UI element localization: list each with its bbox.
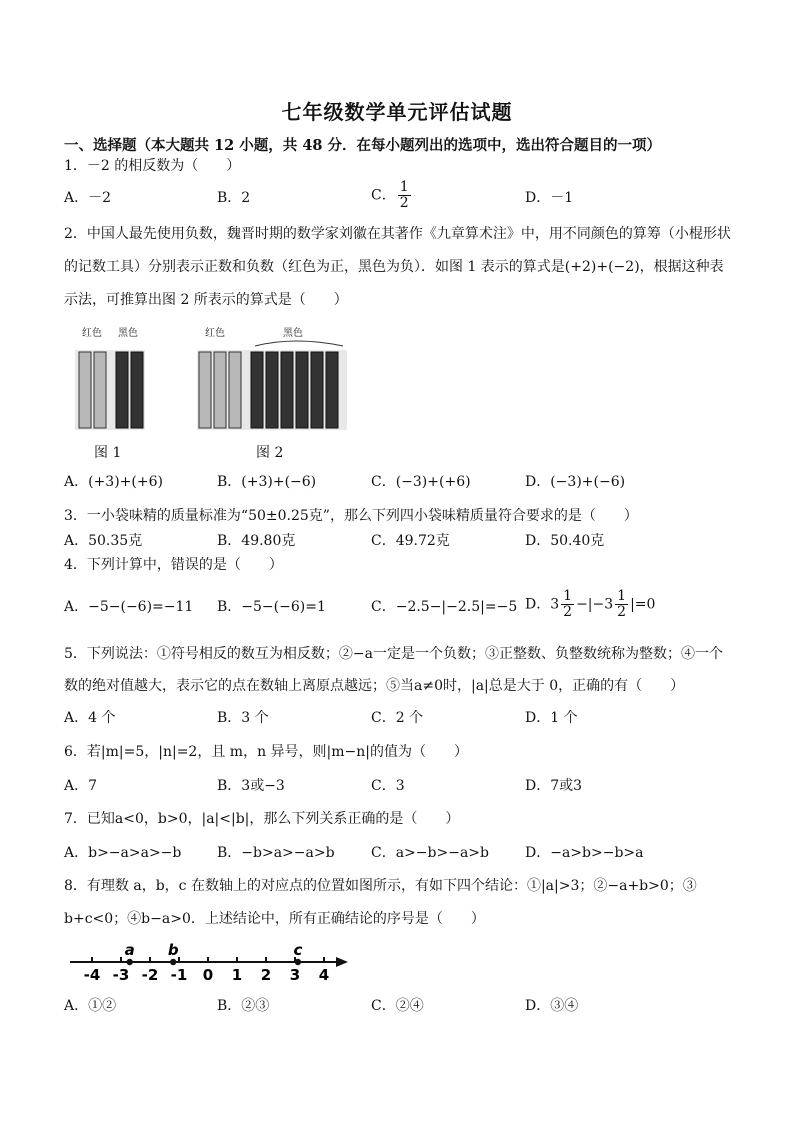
tick-label: 0 bbox=[202, 966, 214, 984]
question-2-line-3: 示法，可推算出图 2 所表示的算式是（ ） bbox=[64, 292, 348, 308]
arrow-right-icon bbox=[336, 957, 348, 967]
question-7-stem: 7．已知a<0，b>0，|a|<|b|，那么下列关系正确的是（ ） bbox=[64, 811, 460, 827]
q8-option-a: A．①② bbox=[64, 998, 117, 1014]
point-c bbox=[295, 959, 301, 965]
fraction: $\frac{1}{2}$ bbox=[617, 588, 627, 620]
q1-option-a: A．－2 bbox=[64, 190, 112, 206]
brace bbox=[255, 341, 343, 346]
q3-option-a: A．50.35克 bbox=[64, 533, 143, 549]
fig1-caption: 图 1 bbox=[94, 445, 122, 461]
point-label: c bbox=[293, 941, 303, 959]
q5-option-b: B．3 个 bbox=[217, 710, 269, 726]
q2-option-c: C．(−3)+(+6) bbox=[371, 474, 471, 490]
q7-option-b: B．−b>a>−a>b bbox=[217, 845, 335, 861]
red-rod bbox=[214, 352, 226, 428]
point-label: b bbox=[167, 941, 179, 959]
red-rod bbox=[94, 352, 106, 428]
q5-option-a: A．4 个 bbox=[64, 710, 116, 726]
q3-option-d: D．50.40克 bbox=[525, 533, 605, 549]
tick-label: 2 bbox=[260, 966, 272, 984]
point-a bbox=[127, 959, 133, 965]
q7-option-c: C．a>−b>−a>b bbox=[371, 845, 489, 861]
tick-label: -3 bbox=[112, 966, 130, 984]
question-2-line-1: 2．中国人最先使用负数，魏晋时期的数学家刘徽在其著作《九章算术注》中，用不同颜色的算筹（小棍形状 bbox=[64, 226, 731, 242]
question-4-stem: 4．下列计算中，错误的是（ ） bbox=[64, 557, 283, 573]
q1-option-b: B．2 bbox=[217, 190, 251, 206]
black-rod bbox=[266, 352, 278, 428]
page-title: 七年级数学单元评估试题 bbox=[281, 100, 513, 124]
black-rod bbox=[116, 352, 128, 428]
q3-option-b: B．49.80克 bbox=[217, 533, 296, 549]
tick-label: 3 bbox=[289, 966, 301, 984]
point-b bbox=[170, 959, 176, 965]
q8-option-c: C．②④ bbox=[371, 998, 424, 1014]
tick-label: -1 bbox=[170, 966, 188, 984]
black-rod bbox=[131, 352, 143, 428]
question-8-line-1: 8．有理数 a，b，c 在数轴上的对应点的位置如图所示，有如下四个结论：①|a|>3；②−a+b>0；③ bbox=[64, 878, 697, 894]
number-line bbox=[64, 940, 354, 990]
q6-option-d: D．7或3 bbox=[525, 778, 583, 794]
question-5-line-2: 数的绝对值越大，表示它的点在数轴上离原点越远；⑤当a≠0时，|a|总是大于 0，正确的有（ ） bbox=[64, 678, 685, 694]
q4-option-b: B．−5−(−6)=1 bbox=[217, 599, 326, 615]
section-heading: 一、选择题（本大题共 12 小题，共 48 分．在每小题列出的选项中，选出符合题目的一项） bbox=[64, 137, 662, 154]
fig2-black-label: 黑色 bbox=[283, 328, 303, 339]
q5-option-c: C．2 个 bbox=[371, 710, 424, 726]
fig2-caption: 图 2 bbox=[256, 445, 284, 461]
tick-label: -2 bbox=[141, 966, 159, 984]
red-rod bbox=[79, 352, 91, 428]
q4-option-a: A．−5−(−6)=−11 bbox=[64, 599, 194, 615]
tick-label: 4 bbox=[318, 966, 330, 984]
fig2-red-label: 红色 bbox=[205, 328, 225, 339]
black-rod bbox=[311, 352, 323, 428]
q1-option-c: C． $\frac{1}{2}$ bbox=[371, 179, 409, 211]
q2-option-a: A．(+3)+(+6) bbox=[64, 474, 163, 490]
figure-2-counting-rods bbox=[195, 322, 350, 432]
red-rod bbox=[199, 352, 211, 428]
q6-option-c: C．3 bbox=[371, 778, 405, 794]
q4-option-d: D．3 $\frac{1}{2}$ −|−3 $\frac{1}{2}$ |=0 bbox=[525, 588, 656, 620]
black-rod bbox=[281, 352, 293, 428]
fig1-black-label: 黑色 bbox=[118, 328, 138, 339]
question-3-stem: 3．一小袋味精的质量标准为“50±0.25克”，那么下列四小袋味精质量符合要求的是（ ） bbox=[64, 508, 638, 524]
q8-option-d: D．③④ bbox=[525, 998, 579, 1014]
tick-label: -4 bbox=[83, 966, 101, 984]
red-rod bbox=[229, 352, 241, 428]
tick-label: 1 bbox=[231, 966, 243, 984]
figure-1-counting-rods bbox=[70, 322, 150, 432]
point-label: a bbox=[124, 941, 135, 959]
q6-option-a: A．7 bbox=[64, 778, 98, 794]
q2-option-b: B．(+3)+(−6) bbox=[217, 474, 317, 490]
fraction: $\frac{1}{2}$ bbox=[399, 179, 409, 211]
q7-option-a: A．b>−a>a>−b bbox=[64, 845, 182, 861]
fig1-red-label: 红色 bbox=[82, 328, 102, 339]
q8-option-b: B．②③ bbox=[217, 998, 270, 1014]
question-2-line-2: 的记数工具）分别表示正数和负数（红色为正，黑色为负）．如图 1 表示的算式是(+2)+(−2)，根据这种表 bbox=[64, 259, 724, 275]
q6-option-b: B．3或−3 bbox=[217, 778, 285, 794]
q7-option-d: D．−a>b>−b>a bbox=[525, 845, 644, 861]
black-rod bbox=[326, 352, 338, 428]
question-5-line-1: 5．下列说法：①符号相反的数互为相反数；②−a一定是一个负数；③正整数、负整数统称为整数；④一个 bbox=[64, 646, 723, 662]
question-1-stem: 1．－2 的相反数为（ ） bbox=[64, 158, 241, 174]
q2-option-d: D．(−3)+(−6) bbox=[525, 474, 626, 490]
q5-option-d: D．1 个 bbox=[525, 710, 578, 726]
q3-option-c: C．49.72克 bbox=[371, 533, 450, 549]
q4-option-c: C．−2.5−|−2.5|=−5 bbox=[371, 599, 518, 615]
q1-option-d: D．－1 bbox=[525, 190, 574, 206]
black-rod bbox=[296, 352, 308, 428]
question-8-line-2: b+c<0；④b−a>0．上述结论中，所有正确结论的序号是（ ） bbox=[64, 911, 485, 927]
black-rod bbox=[251, 352, 263, 428]
question-6-stem: 6．若|m|=5，|n|=2，且 m，n 异号，则|m−n|的值为（ ） bbox=[64, 744, 468, 760]
fraction: $\frac{1}{2}$ bbox=[563, 588, 573, 620]
